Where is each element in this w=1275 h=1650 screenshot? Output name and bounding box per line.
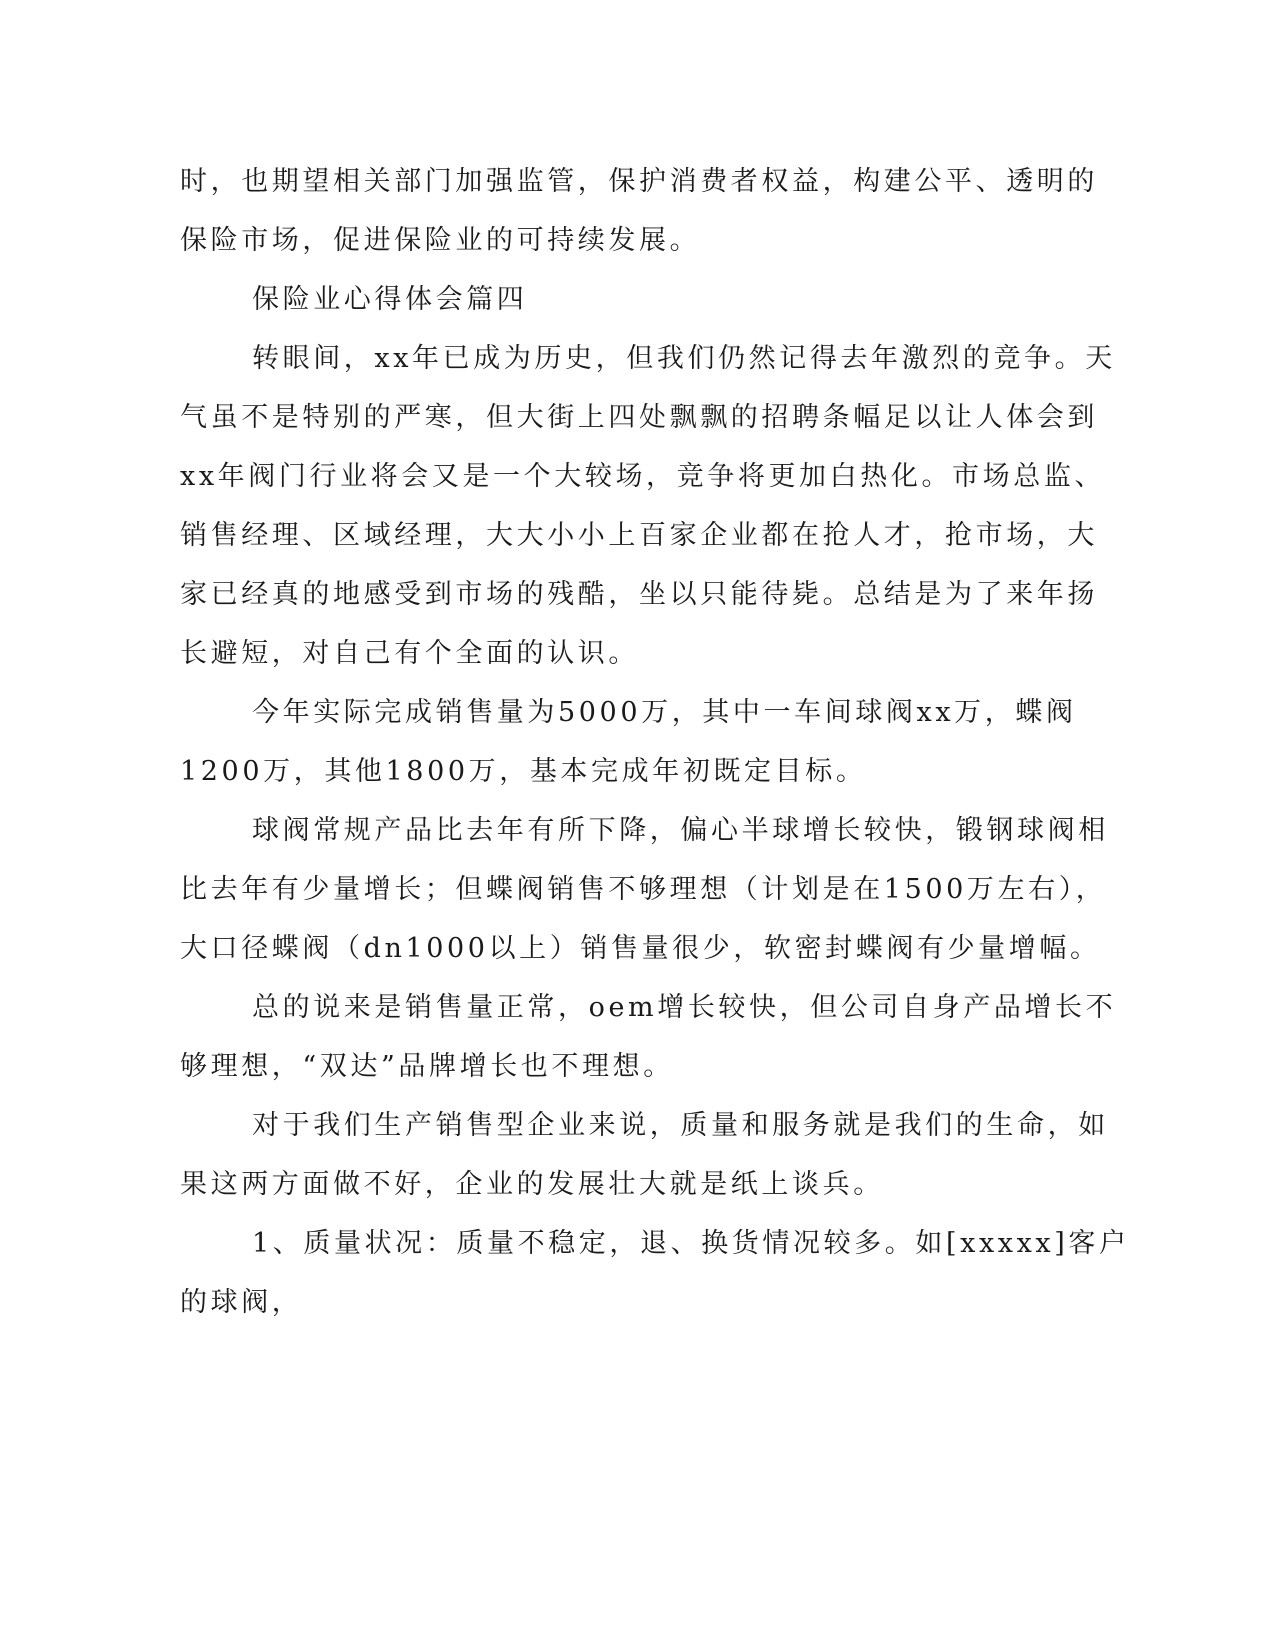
text-line: 时，也期望相关部门加强监管，保护消费者权益，构建公平、透明的 — [180, 166, 1098, 197]
text-line: 保险市场，促进保险业的可持续发展。 — [180, 225, 701, 256]
text-line: 对于我们生产销售型企业来说，质量和服务就是我们的生命，如 — [252, 1110, 1109, 1141]
text-line: 转眼间，xx年已成为历史，但我们仍然记得去年激烈的竞争。天 — [252, 343, 1116, 374]
text-line: 比去年有少量增长；但蝶阀销售不够理想（计划是在1500万左右）， — [180, 874, 1107, 905]
text-line: 1200万，其他1800万，基本完成年初既定目标。 — [180, 756, 867, 787]
text-line: xx年阀门行业将会又是一个大较场，竞争将更加白热化。市场总监、 — [180, 461, 1106, 492]
text-line: 的球阀， — [180, 1287, 303, 1318]
section-heading: 保险业心得体会篇四 — [252, 284, 528, 315]
text-line: 销售经理、区域经理，大大小小上百家企业都在抢人才，抢市场，大 — [180, 520, 1098, 551]
text-line: 总的说来是销售量正常，oem增长较快，但公司自身产品增长不 — [252, 992, 1117, 1023]
text-line: 长避短，对自己有个全面的认识。 — [180, 638, 639, 669]
text-line: 大口径蝶阀（dn1000以上）销售量很少，软密封蝶阀有少量增幅。 — [180, 933, 1101, 964]
text-line: 果这两方面做不好，企业的发展壮大就是纸上谈兵。 — [180, 1169, 884, 1200]
text-line: 够理想，“双达”品牌增长也不理想。 — [180, 1051, 674, 1082]
text-line: 1、质量状况：质量不稳定，退、换货情况较多。如[xxxxx]客户 — [252, 1228, 1130, 1259]
text-line: 气虽不是特别的严寒，但大街上四处飘飘的招聘条幅足以让人体会到 — [180, 402, 1098, 433]
text-line: 家已经真的地感受到市场的残酷，坐以只能待毙。总结是为了来年扬 — [180, 579, 1098, 610]
text-line: 今年实际完成销售量为5000万，其中一车间球阀xx万，蝶阀 — [252, 697, 1077, 728]
text-line: 球阀常规产品比去年有所下降，偏心半球增长较快，锻钢球阀相 — [252, 815, 1109, 846]
